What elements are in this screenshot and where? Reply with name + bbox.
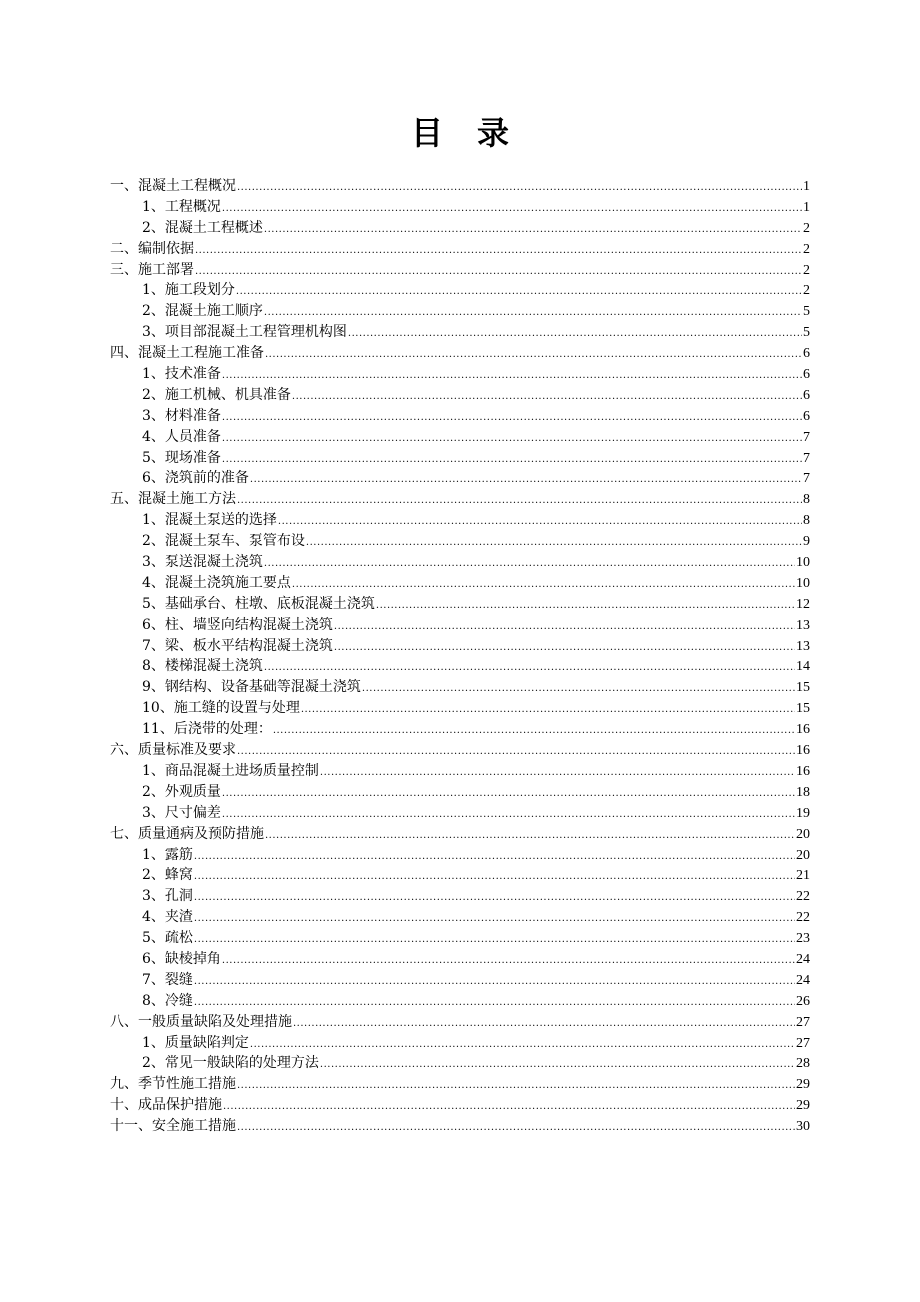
toc-entry-page: 10: [796, 575, 810, 591]
toc-entry-label: 1、质量缺陷判定: [142, 1034, 249, 1051]
toc-entry[interactable]: [110, 510, 810, 531]
toc-entry-page: 14: [796, 659, 810, 675]
toc-entry[interactable]: [110, 865, 810, 886]
toc-entry-label: 2、蜂窝: [142, 867, 193, 884]
toc-dot-leader: [264, 303, 802, 324]
toc-entry-page: 7: [803, 471, 810, 487]
toc-entry-page: 19: [796, 805, 810, 821]
toc-entry[interactable]: [110, 280, 810, 301]
toc-entry-label: 7、梁、板水平结构混凝土浇筑: [142, 637, 333, 654]
toc-entry[interactable]: [110, 845, 810, 866]
toc-dot-leader: [222, 784, 795, 805]
toc-entry[interactable]: [110, 1116, 810, 1137]
toc-entry-label: 三、施工部署: [110, 261, 194, 278]
toc-dot-leader: [222, 805, 795, 826]
toc-dot-leader: [334, 638, 795, 659]
toc-entry-label: 2、混凝土泵车、泵管布设: [142, 533, 305, 550]
toc-entry-page: 29: [796, 1077, 810, 1093]
toc-dot-leader: [222, 408, 802, 429]
toc-entry-label: 1、露筋: [142, 846, 193, 863]
toc-dot-leader: [265, 826, 795, 847]
toc-dot-leader: [194, 930, 795, 951]
toc-entry[interactable]: [110, 573, 810, 594]
toc-dot-leader: [306, 533, 802, 554]
toc-entry-label: 7、裂缝: [142, 971, 193, 988]
toc-entry[interactable]: [110, 1095, 810, 1116]
toc-entry-label: 十一、安全施工措施: [110, 1118, 236, 1135]
toc-entry-page: 27: [796, 1014, 810, 1030]
toc-dot-leader: [292, 387, 802, 408]
toc-entry-page: 28: [796, 1056, 810, 1072]
toc-entry-label: 八、一般质量缺陷及处理措施: [110, 1013, 292, 1030]
toc-dot-leader: [222, 450, 802, 471]
toc-entry[interactable]: [110, 552, 810, 573]
toc-dot-leader: [264, 658, 795, 679]
toc-entry[interactable]: [110, 636, 810, 657]
toc-entry-page: 7: [803, 429, 810, 445]
toc-entry[interactable]: [110, 782, 810, 803]
toc-dot-leader: [278, 512, 802, 533]
toc-entry-page: 16: [796, 763, 810, 779]
toc-entry-label: 七、质量通病及预防措施: [110, 825, 264, 842]
toc-entry-page: 6: [803, 408, 810, 424]
toc-entry-label: 4、混凝土浇筑施工要点: [142, 574, 291, 591]
toc-dot-leader: [264, 220, 802, 241]
toc-entry-page: 21: [796, 868, 810, 884]
toc-entry-page: 22: [796, 889, 810, 905]
toc-entry-label: 5、现场准备: [142, 449, 221, 466]
toc-entry[interactable]: [110, 970, 810, 991]
toc-entry[interactable]: [110, 197, 810, 218]
toc-entry[interactable]: [110, 991, 810, 1012]
toc-entry-page: 5: [803, 304, 810, 320]
toc-dot-leader: [236, 282, 802, 303]
toc-entry-label: 9、钢结构、设备基础等混凝土浇筑: [142, 679, 361, 696]
toc-dot-leader: [334, 617, 795, 638]
toc-entry[interactable]: [110, 239, 810, 260]
toc-dot-leader: [237, 742, 795, 763]
toc-entry-label: 6、浇筑前的准备: [142, 470, 249, 487]
toc-entry[interactable]: [110, 385, 810, 406]
toc-entry[interactable]: [110, 1033, 810, 1054]
toc-entry-page: 12: [796, 596, 810, 612]
toc-entry[interactable]: [110, 1053, 810, 1074]
toc-entry-page: 13: [796, 617, 810, 633]
toc-entry[interactable]: [110, 928, 810, 949]
toc-entry[interactable]: [110, 886, 810, 907]
toc-entry-label: 1、混凝土泵送的选择: [142, 512, 277, 529]
toc-entry[interactable]: [110, 698, 810, 719]
toc-entry-label: 2、混凝土工程概述: [142, 219, 263, 236]
toc-entry-page: 20: [796, 826, 810, 842]
toc-entry-label: 4、夹渣: [142, 909, 193, 926]
toc-entry-page: 9: [803, 534, 810, 550]
toc-entry[interactable]: [110, 448, 810, 469]
toc-dot-leader: [222, 951, 795, 972]
toc-entry-page: 20: [796, 847, 810, 863]
toc-entry[interactable]: [110, 615, 810, 636]
toc-entry-page: 24: [796, 972, 810, 988]
toc-entry[interactable]: [110, 719, 810, 740]
toc-dot-leader: [194, 909, 795, 930]
toc-entry-label: 5、疏松: [142, 930, 193, 947]
toc-entry-label: 3、项目部混凝土工程管理机构图: [142, 324, 347, 341]
toc-entry[interactable]: [110, 260, 810, 281]
toc-entry-label: 六、质量标准及要求: [110, 742, 236, 759]
toc-dot-leader: [222, 199, 802, 220]
toc-entry-label: 11、后浇带的处理：: [142, 721, 272, 738]
toc-dot-leader: [194, 972, 795, 993]
toc-dot-leader: [250, 1035, 795, 1056]
toc-entry-label: 四、混凝土工程施工准备: [110, 345, 264, 362]
toc-dot-leader: [265, 345, 802, 366]
toc-entry[interactable]: [110, 489, 810, 510]
toc-entry-label: 一、混凝土工程概况: [110, 178, 236, 194]
toc-entry-page: 13: [796, 638, 810, 654]
toc-entry-label: 2、外观质量: [142, 783, 221, 800]
toc-dot-leader: [348, 324, 802, 345]
toc-dot-leader: [293, 1014, 795, 1035]
toc-entry[interactable]: [110, 1012, 810, 1033]
toc-entry-page: 22: [796, 910, 810, 926]
toc-entry[interactable]: [110, 531, 810, 552]
toc-entry-page: 7: [803, 450, 810, 466]
toc-entry-label: 2、施工机械、机具准备: [142, 386, 291, 403]
toc-dot-leader: [194, 993, 795, 1014]
toc-entry[interactable]: [110, 406, 810, 427]
toc-entry[interactable]: [110, 740, 810, 761]
toc-dot-leader: [273, 721, 795, 742]
toc-dot-leader: [250, 470, 802, 491]
toc-entry-label: 二、编制依据: [110, 240, 194, 257]
toc-entry[interactable]: [110, 343, 810, 364]
toc-entry[interactable]: [110, 677, 810, 698]
page-title: 目录: [410, 114, 543, 152]
toc-entry-label: 1、商品混凝土进场质量控制: [142, 762, 319, 779]
toc-entry-label: 1、工程概况: [142, 198, 221, 215]
toc-entry-label: 3、尺寸偏差: [142, 804, 221, 821]
toc-entry-label: 五、混凝土施工方法: [110, 491, 236, 508]
toc-dot-leader: [237, 1118, 795, 1139]
toc-entry-page: 23: [796, 931, 810, 947]
toc-entry[interactable]: [110, 364, 810, 385]
toc-entry[interactable]: [110, 322, 810, 343]
toc-entry-page: 6: [803, 367, 810, 383]
toc-entry[interactable]: [110, 594, 810, 615]
toc-entry-page: 2: [803, 262, 810, 278]
toc-dot-leader: [222, 366, 802, 387]
toc-dot-leader: [301, 700, 795, 721]
toc-entry-page: 6: [803, 346, 810, 362]
toc-entry[interactable]: [110, 761, 810, 782]
toc-entry-page: 2: [803, 283, 810, 299]
toc-dot-leader: [194, 847, 795, 868]
toc-entry-page: 15: [796, 680, 810, 696]
table-of-contents: [110, 176, 810, 1137]
toc-entry-label: 2、常见一般缺陷的处理方法: [142, 1055, 319, 1072]
toc-dot-leader: [237, 178, 802, 199]
toc-entry-page: 15: [796, 701, 810, 717]
toc-entry-label: 3、材料准备: [142, 407, 221, 424]
toc-entry[interactable]: [110, 803, 810, 824]
toc-entry-label: 2、混凝土施工顺序: [142, 303, 263, 320]
toc-entry-page: 5: [803, 325, 810, 341]
toc-dot-leader: [320, 1055, 795, 1076]
toc-entry-label: 10、施工缝的设置与处理: [142, 700, 300, 717]
toc-entry-label: 5、基础承台、柱墩、底板混凝土浇筑: [142, 595, 375, 612]
toc-entry-label: 1、技术准备: [142, 366, 221, 383]
toc-entry-page: 8: [803, 513, 810, 529]
toc-dot-leader: [222, 429, 802, 450]
toc-entry[interactable]: [110, 656, 810, 677]
toc-dot-leader: [264, 554, 795, 575]
toc-entry-page: 16: [796, 722, 810, 738]
toc-entry[interactable]: [110, 301, 810, 322]
toc-entry-page: 29: [796, 1098, 810, 1114]
toc-dot-leader: [376, 596, 795, 617]
toc-entry-label: 3、泵送混凝土浇筑: [142, 554, 263, 571]
toc-entry-page: 16: [796, 743, 810, 759]
toc-entry[interactable]: [110, 218, 810, 239]
toc-entry[interactable]: [110, 468, 810, 489]
toc-entry-label: 8、楼梯混凝土浇筑: [142, 658, 263, 675]
toc-dot-leader: [223, 1097, 795, 1118]
toc-entry-label: 九、季节性施工措施: [110, 1076, 236, 1093]
toc-entry-page: 8: [803, 492, 810, 508]
toc-dot-leader: [362, 679, 795, 700]
toc-entry[interactable]: [110, 949, 810, 970]
toc-dot-leader: [292, 575, 795, 596]
toc-entry-label: 十、成品保护措施: [110, 1097, 222, 1114]
toc-entry-page: 1: [803, 199, 810, 215]
toc-entry-label: 3、孔洞: [142, 888, 193, 905]
toc-entry-label: 6、缺棱掉角: [142, 950, 221, 967]
toc-entry-page: 24: [796, 951, 810, 967]
toc-entry[interactable]: [110, 824, 810, 845]
toc-entry-label: 8、冷缝: [142, 992, 193, 1009]
toc-entry-label: 4、人员准备: [142, 428, 221, 445]
toc-entry-page: 6: [803, 387, 810, 403]
toc-dot-leader: [195, 262, 802, 283]
toc-entry-label: 1、施工段划分: [142, 282, 235, 299]
toc-dot-leader: [320, 763, 795, 784]
toc-entry-page: 27: [796, 1035, 810, 1051]
toc-entry[interactable]: [110, 907, 810, 928]
toc-dot-leader: [237, 491, 802, 512]
toc-entry-page: 10: [796, 555, 810, 571]
toc-dot-leader: [237, 1076, 795, 1097]
toc-entry-page: 2: [803, 241, 810, 257]
toc-dot-leader: [194, 867, 795, 888]
toc-entry-page: 2: [803, 220, 810, 236]
toc-entry[interactable]: [110, 1074, 810, 1095]
toc-entry-page: 1: [803, 179, 810, 194]
toc-dot-leader: [194, 888, 795, 909]
toc-entry-page: 26: [796, 993, 810, 1009]
toc-entry-label: 6、柱、墙竖向结构混凝土浇筑: [142, 616, 333, 633]
toc-entry[interactable]: [110, 427, 810, 448]
toc-entry-page: 18: [796, 784, 810, 800]
toc-entry-page: 30: [796, 1119, 810, 1135]
toc-entry[interactable]: [110, 176, 810, 197]
toc-dot-leader: [195, 241, 802, 262]
